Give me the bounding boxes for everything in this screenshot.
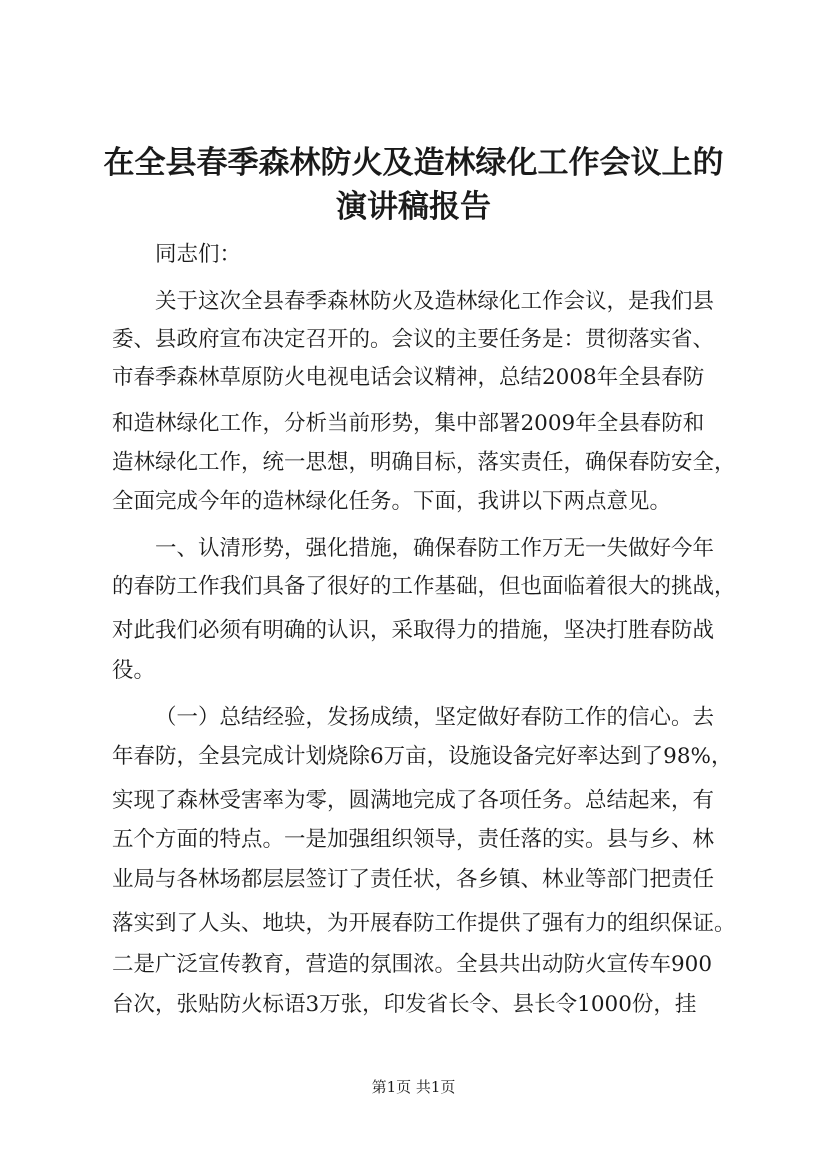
body-line: 五个方面的特点。一是加强组织领导，责任落的实。县与乡、林 <box>112 827 715 852</box>
body-line: 和造林绿化工作，分析当前形势，集中部署2009年全县春防和 <box>112 411 705 436</box>
body-line: 役。 <box>112 658 156 683</box>
body-line: 台次，张贴防火标语3万张，印发省长令、县长令1000份，挂 <box>112 992 697 1017</box>
body-line: （一）总结经验，发扬成绩，坚定做好春防工作的信心。去 <box>155 705 715 730</box>
body-line: 的春防工作我们具备了很好的工作基础，但也面临着很大的挑战， <box>112 574 736 599</box>
body-line: 落实到了人头、地块，为开展春防工作提供了强有力的组织保证。 <box>112 911 736 936</box>
body-line: 年春防，全县完成计划烧除6万亩，设施设备完好率达到了98%， <box>112 744 733 769</box>
body-line: 对此我们必须有明确的认识，采取得力的措施，坚决打胜春防战 <box>112 618 715 643</box>
body-line: 二是广泛宣传教育，营造的氛围浓。全县共出动防火宣传车900 <box>112 952 713 977</box>
page-footer: 第1页 共1页 <box>371 1078 456 1096</box>
body-line: 一、认清形势，强化措施，确保春防工作万无一失做好今年 <box>155 536 715 561</box>
body-line: 造林绿化工作，统一思想，明确目标，落实责任，确保春防安全， <box>112 450 736 475</box>
body-line: 业局与各林场都层层签订了责任状，各乡镇、林业等部门把责任 <box>112 867 715 892</box>
body-line: 全面完成今年的造林绿化任务。下面，我讲以下两点意见。 <box>112 489 672 514</box>
body-line: 实现了森林受害率为零，圆满地完成了各项任务。总结起来，有 <box>112 788 715 813</box>
body-line: 委、县政府宣布决定召开的。会议的主要任务是：贯彻落实省、 <box>112 327 715 352</box>
body-line: 关于这次全县春季森林防火及造林绿化工作会议，是我们县 <box>155 289 715 314</box>
document-title-line-1: 在全县春季森林防火及造林绿化工作会议上的 <box>103 145 724 181</box>
document-title-line-2: 演讲稿报告 <box>336 189 491 225</box>
salutation: 同志们： <box>155 242 242 267</box>
body-line: 市春季森林草原防火电视电话会议精神，总结2008年全县春防 <box>112 365 705 390</box>
